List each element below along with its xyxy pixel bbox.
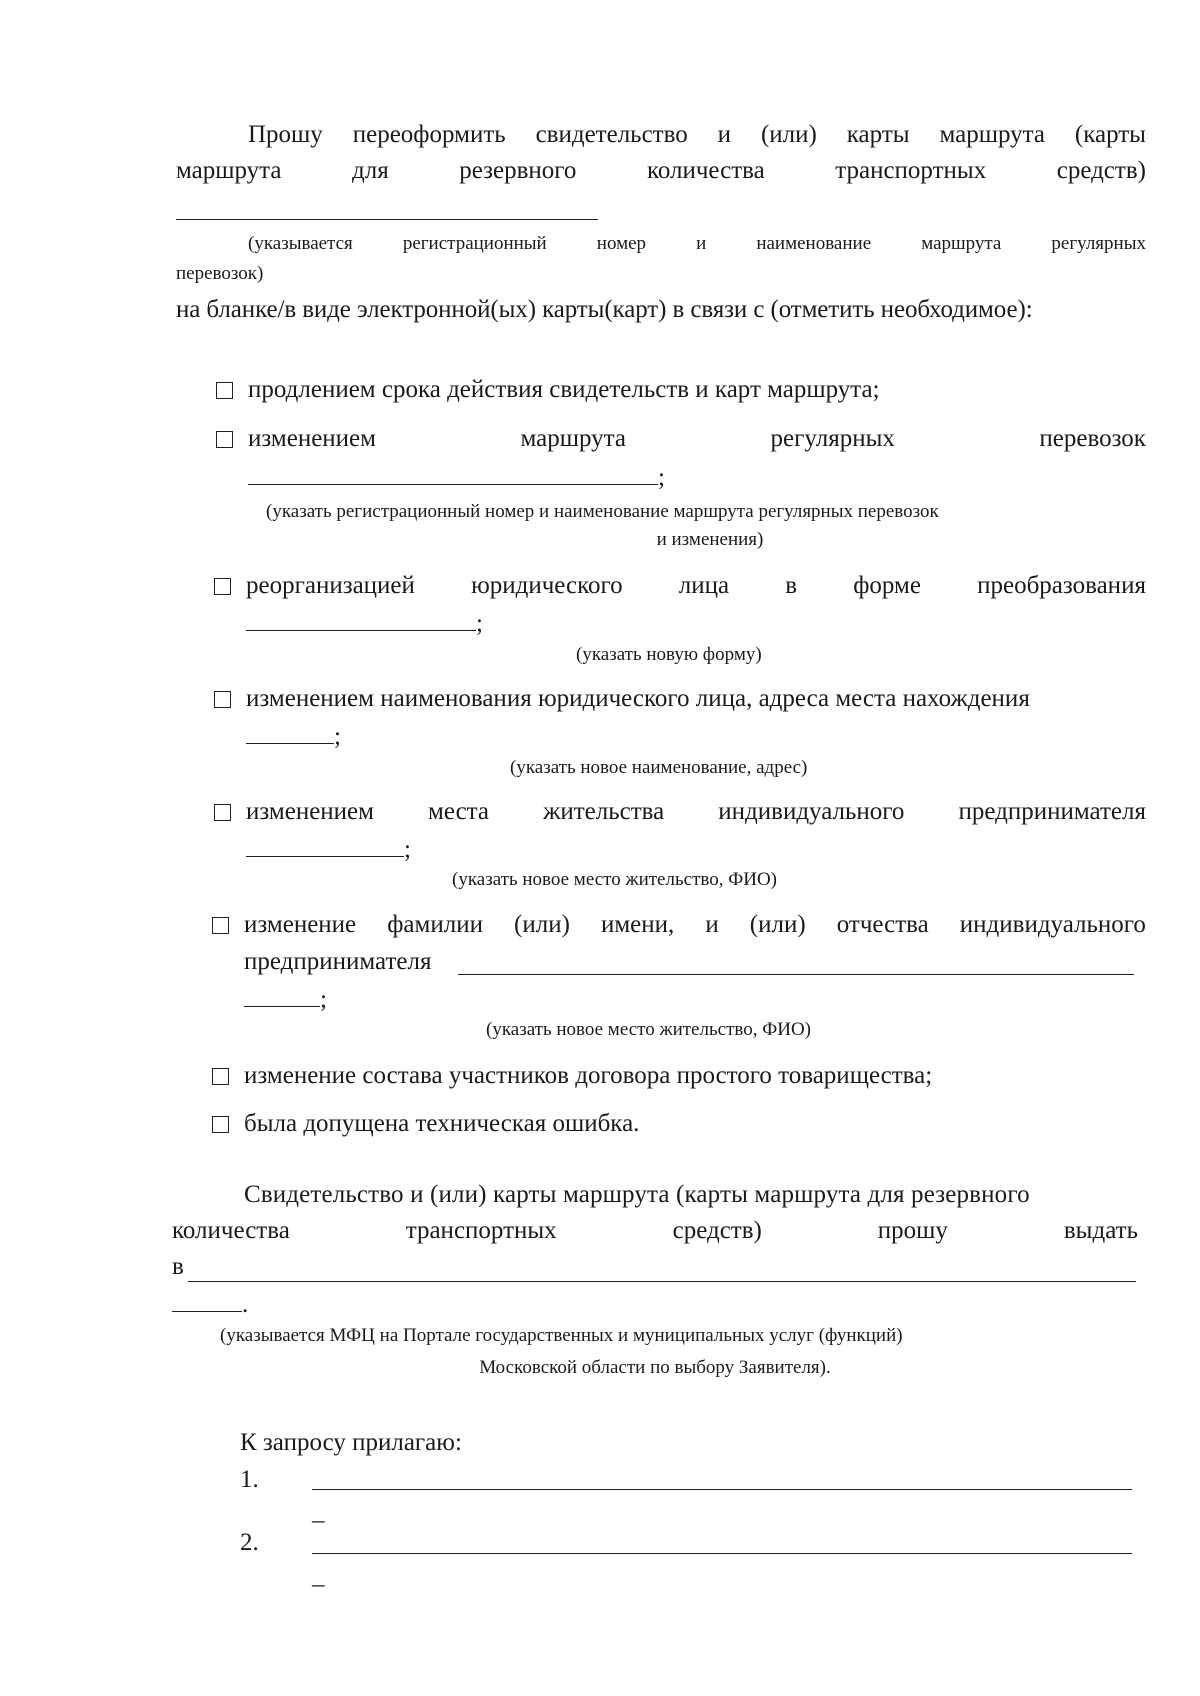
route-number-note: (указывается регистрационный номер и наименование маршрута регулярных: [248, 233, 1146, 254]
option-name-change-label-line-2: предпринимателя: [244, 948, 432, 975]
new-form-note: (указать новую форму): [576, 644, 762, 665]
new-residence-note: (указать новое место жительство, ФИО): [452, 869, 777, 890]
option-partnership-label: изменение состава участников договора простого товарищества;: [244, 1062, 933, 1089]
attachment-field-1[interactable]: [312, 1489, 1132, 1490]
option-extension-checkbox[interactable]: [216, 382, 233, 399]
mfc-field-period: .: [242, 1291, 249, 1318]
intro-line-2: маршрута для резервного количества транспортных средств): [176, 157, 1146, 184]
option-name-address-label: изменением наименования юридического лица, адреса места нахождения: [246, 685, 1030, 712]
issue-line-2: количества транспортных средств) прошу выдать: [172, 1217, 1138, 1244]
route-change-semicolon: ;: [658, 464, 665, 491]
option-route-change-label: изменением маршрута регулярных перевозок: [248, 425, 1146, 452]
attachment-field-2-tail: _: [312, 1562, 325, 1589]
route-change-note-line-1: (указать регистрационный номер и наименование маршрута регулярных перевозок: [266, 501, 939, 522]
mfc-note-line-2: Московской области по выбору Заявителя).: [479, 1357, 831, 1378]
attachment-field-2[interactable]: [312, 1553, 1132, 1554]
option-technical-error-label: была допущена техническая ошибка.: [244, 1110, 640, 1137]
new-name-address-field[interactable]: [246, 743, 334, 744]
new-form-field[interactable]: [246, 630, 476, 631]
intro-line-3: на бланке/в виде электронной(ых) карты(карт) в связи с (отметить необходимое):: [176, 296, 1033, 323]
option-technical-error-checkbox[interactable]: [212, 1116, 229, 1133]
option-reorganization-label: реорганизацией юридического лица в форме преобразования: [246, 572, 1146, 599]
issue-line-3-prefix: в: [172, 1253, 184, 1280]
route-change-note-line-2: и изменения): [656, 529, 764, 550]
option-residence-checkbox[interactable]: [214, 804, 231, 821]
new-name-field[interactable]: [458, 974, 1134, 975]
option-extension-label: продлением срока действия свидетельств и карт маршрута;: [248, 376, 880, 403]
route-number-note-line-2: перевозок): [176, 263, 264, 284]
attachment-field-1-tail: _: [312, 1498, 325, 1525]
issue-line-1: Свидетельство и (или) карты маршрута (карты маршрута для резервного: [244, 1181, 1030, 1208]
attachment-number: 1.: [240, 1466, 259, 1493]
new-residence-semicolon: ;: [404, 836, 411, 863]
new-name-address-semicolon: ;: [334, 723, 341, 750]
option-residence-label: изменением места жительства индивидуального предпринимателя: [246, 798, 1146, 825]
route-number-field[interactable]: [176, 219, 598, 220]
new-form-semicolon: ;: [476, 610, 483, 637]
intro-line-1: Прошу переоформить свидетельство и (или) карты маршрута (карты: [248, 121, 1146, 148]
route-change-field[interactable]: [248, 484, 658, 485]
new-name-semicolon: ;: [320, 986, 327, 1013]
mfc-field[interactable]: [188, 1281, 1136, 1282]
option-reorganization-checkbox[interactable]: [214, 578, 231, 595]
new-name-field-continuation[interactable]: [244, 1006, 320, 1007]
option-partnership-checkbox[interactable]: [212, 1068, 229, 1085]
new-residence-field[interactable]: [246, 856, 404, 857]
option-name-change-label: изменение фамилии (или) имени, и (или) отчества индивидуального: [244, 911, 1146, 938]
option-name-change-checkbox[interactable]: [212, 917, 229, 934]
mfc-field-continuation[interactable]: [172, 1311, 242, 1312]
attachment-number: 2.: [240, 1529, 259, 1556]
new-name-address-note: (указать новое наименование, адрес): [510, 757, 808, 778]
mfc-note-line-1: (указывается МФЦ на Портале государственных и муниципальных услуг (функций): [220, 1325, 903, 1346]
new-name-note: (указать новое место жительство, ФИО): [486, 1019, 811, 1040]
option-route-change-checkbox[interactable]: [216, 431, 233, 448]
option-name-address-checkbox[interactable]: [214, 691, 231, 708]
attachments-heading: К запросу прилагаю:: [240, 1429, 462, 1456]
